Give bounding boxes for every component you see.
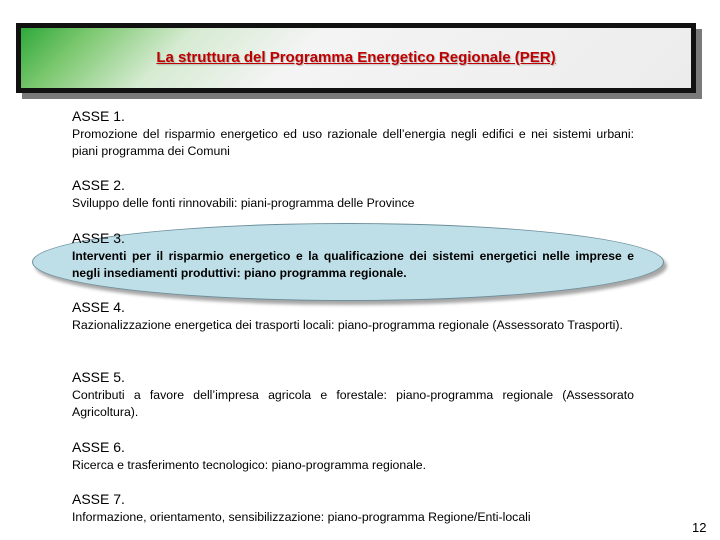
asse-6-description: Ricerca e trasferimento tecnologico: piano-programma regionale. [72,458,427,472]
asse-6-heading: ASSE 6. [72,439,125,455]
page-title: La struttura del Programma Energetico Regionale (PER) [156,49,556,66]
asse-1-heading: ASSE 1. [72,108,125,124]
asse-4-description: Razionalizzazione energetica dei trasporti locali: piano-programma regionale (Assessorato Trasporti). [72,318,623,332]
page-number: 12 [692,520,707,535]
asse-2-heading: ASSE 2. [72,177,125,193]
asse-3-heading: ASSE 3. [72,230,125,246]
asse-3-description: Interventi per il risparmio energetico e la qualificazione dei sistemi energetici nelle imprese e negli insediamenti produttivi: piano programma regionale. [72,249,634,280]
asse-7-heading: ASSE 7. [72,491,125,507]
asse-1-description: Promozione del risparmio energetico ed uso razionale dell’energia negli edifici e nei sistemi urbani: piani programma dei Comuni [72,127,634,158]
asse-2-description: Sviluppo delle fonti rinnovabili: piani-programma delle Province [72,196,415,210]
asse-4-heading: ASSE 4. [72,299,125,315]
asse-5-description: Contributi a favore dell’impresa agricola e forestale: piano-programma regionale (Assessorato Agricoltura). [72,388,634,419]
asse-5-heading: ASSE 5. [72,369,125,385]
title-box [16,23,696,93]
asse-7-description: Informazione, orientamento, sensibilizzazione: piano-programma Regione/Enti-locali [72,510,531,524]
